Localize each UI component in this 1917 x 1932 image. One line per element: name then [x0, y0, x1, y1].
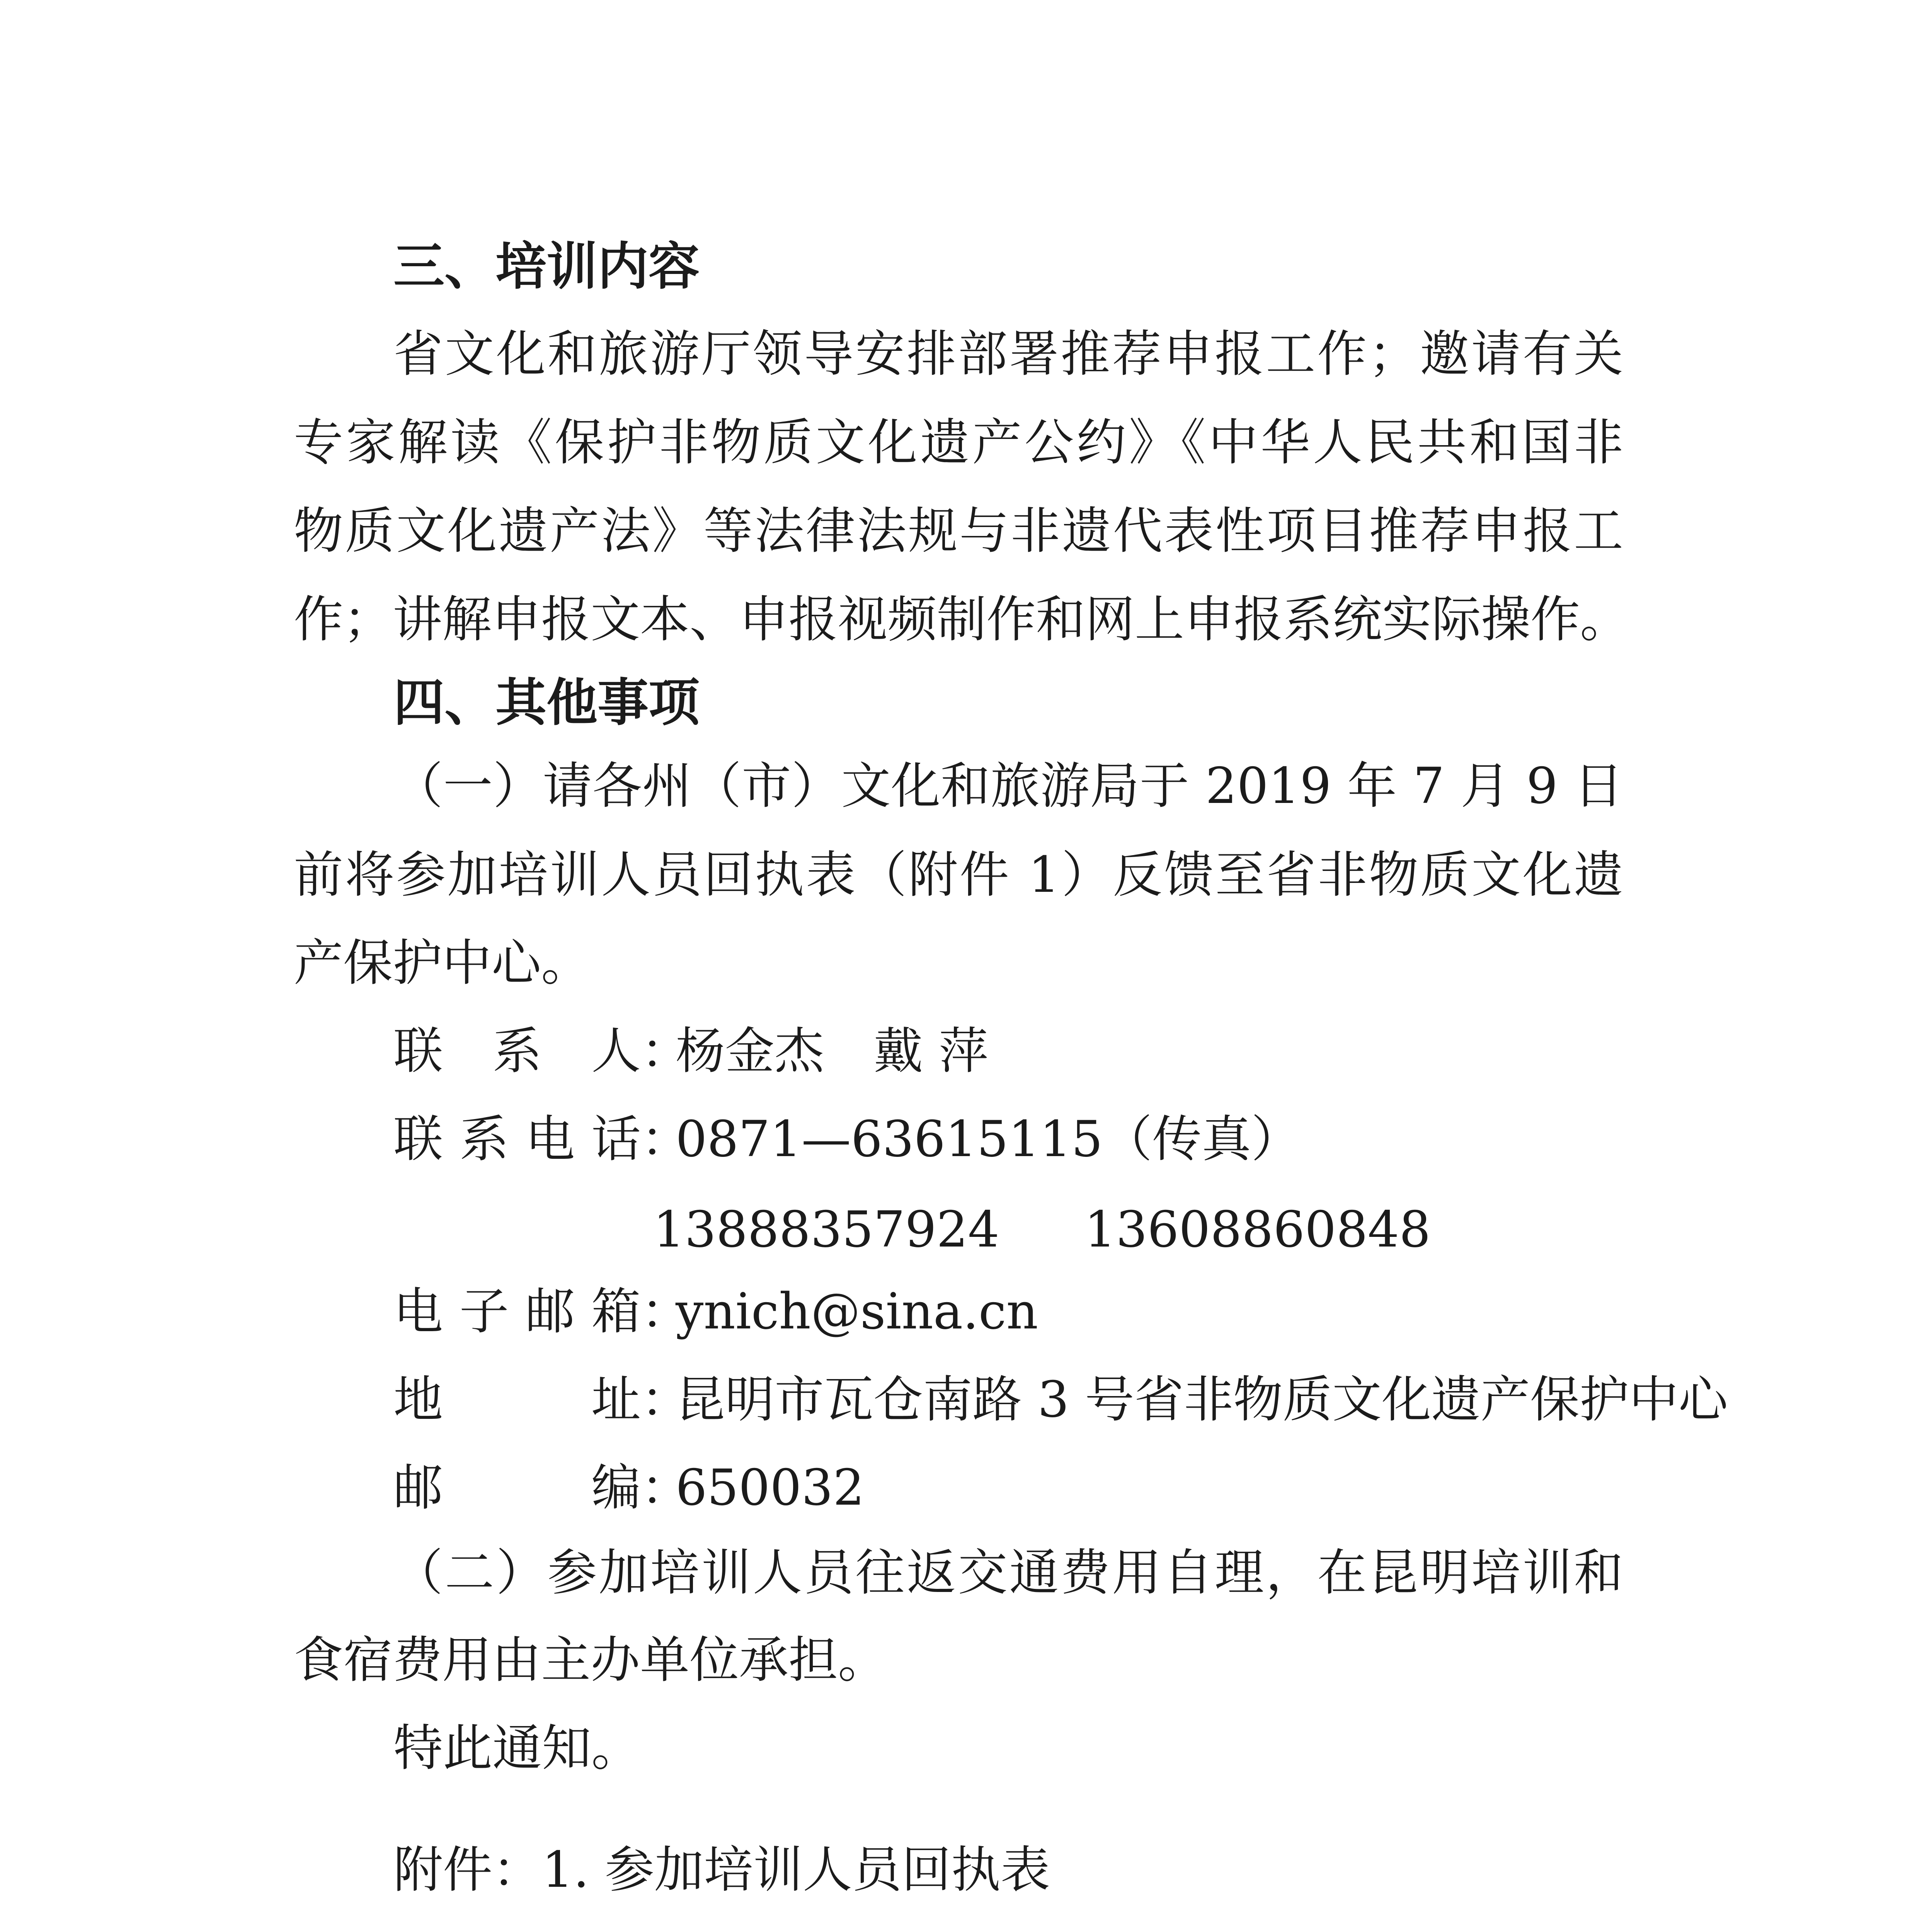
section4-item1-line-3: 产保护中心。: [294, 934, 591, 992]
contact-address-colon: ：: [641, 1371, 691, 1429]
contact-phone-row: [393, 1111, 1301, 1168]
section3-line-2: 专家解读《保护非物质文化遗产公约》《中华人民共和国非: [294, 414, 1623, 471]
section4-item2-line-1: （二）参加培训人员往返交通费用自理，在昆明培训和: [393, 1544, 1623, 1602]
attachments-row-1: [393, 1841, 1050, 1899]
closing-text: 特此通知。: [393, 1719, 641, 1777]
contact-phone-value: 0871—63615115（传真）: [676, 1111, 1301, 1168]
contact-phone-colon: ：: [641, 1111, 691, 1168]
attachments-label: 附件：: [393, 1841, 542, 1899]
section4-item1-line-1: （一）请各州（市）文化和旅游局于 2019 年 7 月 9 日: [393, 757, 1623, 815]
contact-mobile-1: 13888357924: [653, 1201, 999, 1259]
contact-postcode-label: 邮编: [393, 1459, 641, 1517]
contact-postcode-colon: ：: [641, 1459, 691, 1517]
contact-postcode-value: 650032: [676, 1459, 865, 1517]
contact-email-value: ynich@sina.cn: [676, 1283, 1038, 1340]
section4-item1-line-2: 前将参加培训人员回执表（附件 1）反馈至省非物质文化遗: [294, 846, 1623, 904]
section3-line-4: 作；讲解申报文本、申报视频制作和网上申报系统实际操作。: [294, 591, 1630, 648]
section3-heading: 三、培训内容: [393, 237, 700, 296]
contact-email-colon: ：: [641, 1283, 691, 1340]
contact-email-label: 电子邮箱: [393, 1283, 641, 1340]
contact-postcode-row: [393, 1459, 865, 1517]
contact-mobile-2: 13608860848: [1084, 1201, 1431, 1259]
contact-people-label: 联系人: [393, 1022, 641, 1080]
contact-people-colon: ：: [641, 1022, 691, 1080]
section4-heading: 四、其他事项: [393, 673, 700, 733]
contact-address-row: [393, 1371, 1728, 1429]
contact-email-row: [393, 1283, 1038, 1341]
attachment-item-1: 1. 参加培训人员回执表: [542, 1841, 1050, 1899]
contact-people-value: 杨金杰 戴 萍: [676, 1022, 988, 1080]
contact-people-row: [393, 1022, 988, 1080]
section3-line-1: 省文化和旅游厅领导安排部署推荐申报工作；邀请有关: [393, 325, 1623, 383]
contact-address-value: 昆明市瓦仓南路 3 号省非物质文化遗产保护中心: [676, 1371, 1728, 1429]
contact-phone-label: 联系电话: [393, 1111, 641, 1168]
section3-line-3: 物质文化遗产法》等法律法规与非遗代表性项目推荐申报工: [294, 502, 1623, 560]
section4-item2-line-2: 食宿费用由主办单位承担。: [294, 1631, 888, 1689]
contact-address-label: 地址: [393, 1371, 641, 1429]
contact-mobiles-row: [653, 1201, 1516, 1259]
